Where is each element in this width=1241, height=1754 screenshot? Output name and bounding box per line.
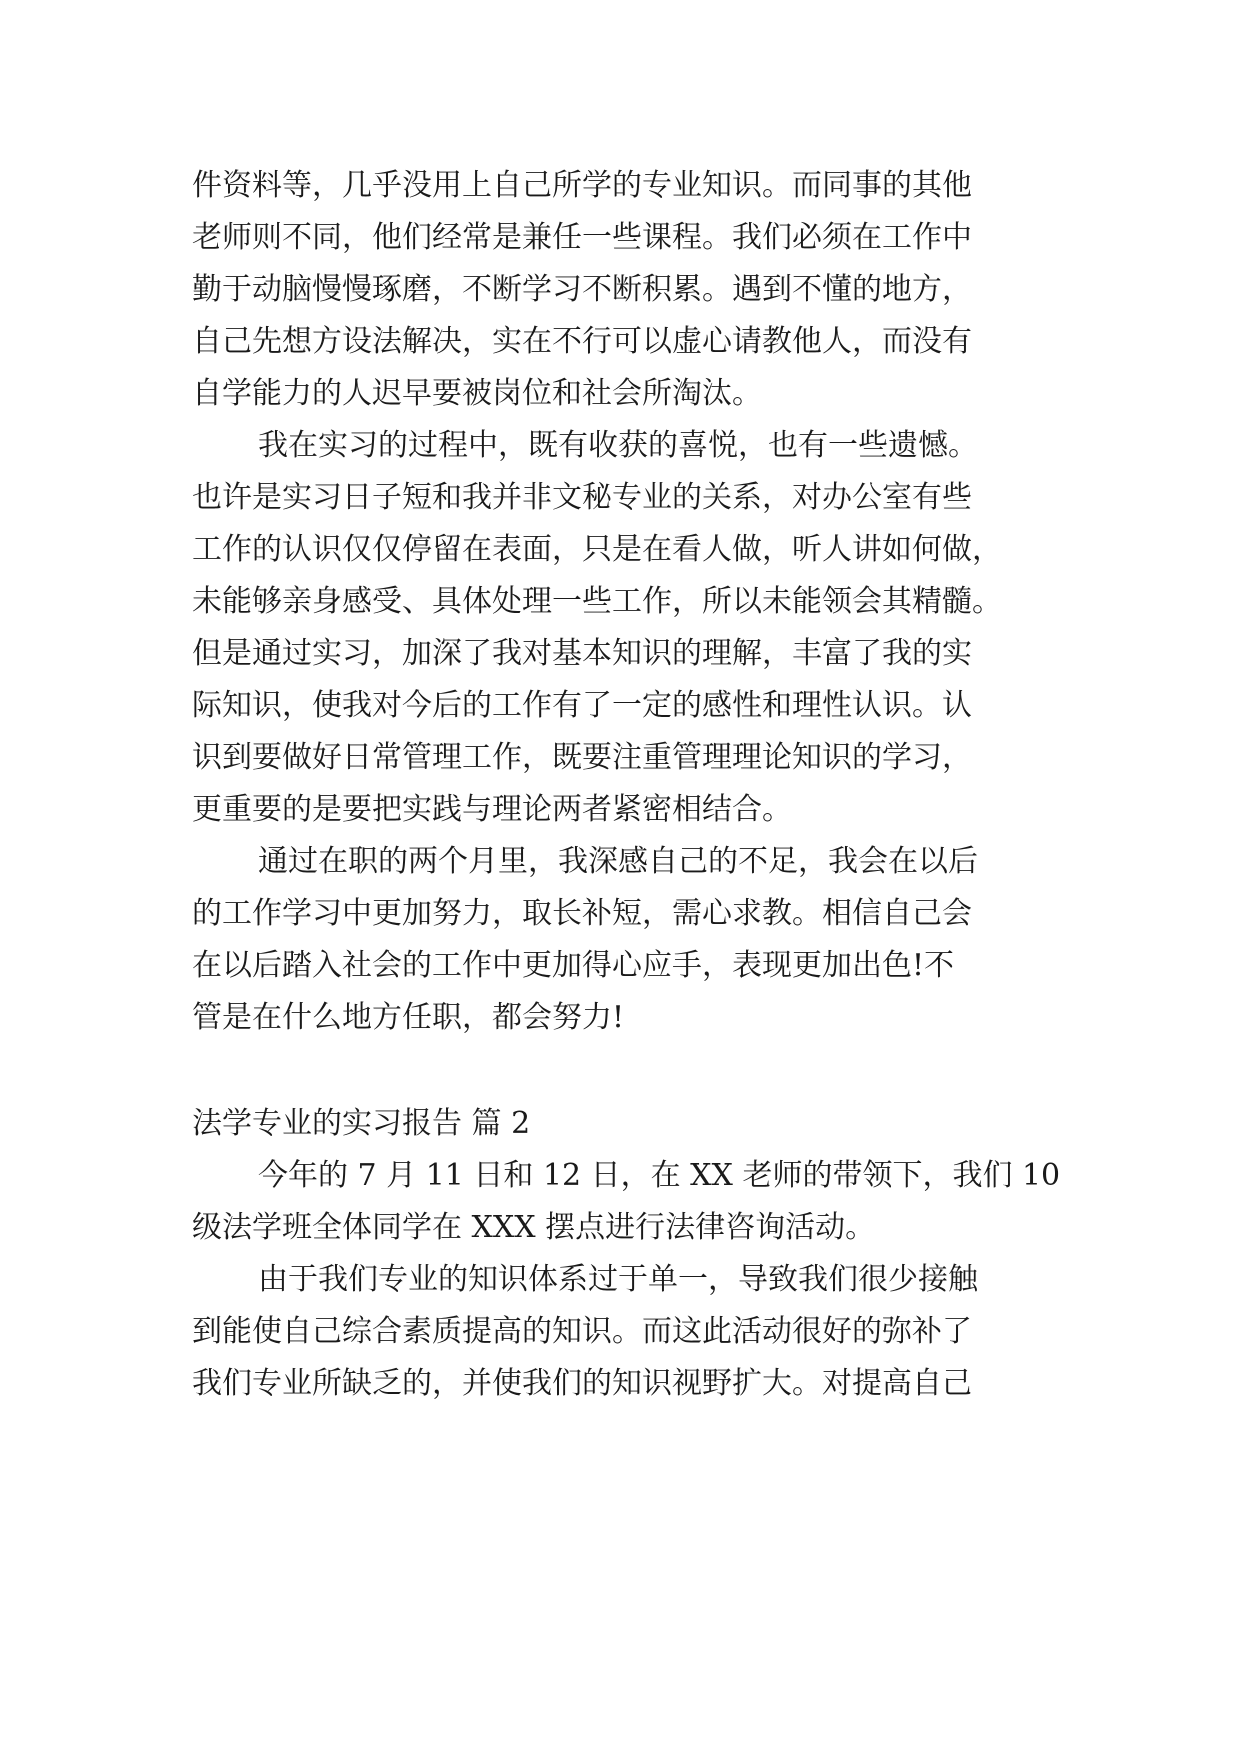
paragraph bbox=[192, 1150, 1062, 1254]
text-line: 自学能力的人迟早要被岗位和社会所淘汰。 bbox=[192, 376, 762, 411]
text-line: 通过在职的两个月里，我深感自己的不足，我会在以后 bbox=[258, 844, 978, 879]
document-body bbox=[192, 160, 1062, 1410]
text-line: 更重要的是要把实践与理论两者紧密相结合。 bbox=[192, 792, 792, 827]
text-line: 未能够亲身感受、具体处理一些工作，所以未能领会其精髓。 bbox=[192, 584, 1002, 619]
text-line: 今年的 7 月 11 日和 12 日，在 XX 老师的带领下，我们 10 bbox=[258, 1158, 1061, 1193]
text-line: 到能使自己综合素质提高的知识。而这此活动很好的弥补了 bbox=[192, 1314, 972, 1349]
text-line: 勤于动脑慢慢琢磨，不断学习不断积累。遇到不懂的地方， bbox=[192, 272, 972, 307]
text-line: 我们专业所缺乏的，并使我们的知识视野扩大。对提高自己 bbox=[192, 1366, 972, 1401]
text-line: 识到要做好日常管理工作，既要注重管理理论知识的学习， bbox=[192, 740, 972, 775]
text-line: 的工作学习中更加努力，取长补短，需心求教。相信自己会 bbox=[192, 896, 972, 931]
section-heading: 法学专业的实习报告 篇 2 bbox=[192, 1106, 531, 1141]
text-line: 自己先想方设法解决，实在不行可以虚心请教他人，而没有 bbox=[192, 324, 972, 359]
paragraph bbox=[192, 1254, 1062, 1410]
text-line: 由于我们专业的知识体系过于单一，导致我们很少接触 bbox=[258, 1262, 978, 1297]
section-gap bbox=[192, 1044, 1062, 1098]
text-line: 在以后踏入社会的工作中更加得心应手，表现更加出色!不 bbox=[192, 948, 955, 983]
text-line: 级法学班全体同学在 XXX 摆点进行法律咨询活动。 bbox=[192, 1210, 876, 1245]
text-line: 管是在什么地方任职，都会努力! bbox=[192, 1000, 625, 1035]
paragraph bbox=[192, 160, 1062, 420]
text-line: 老师则不同，他们经常是兼任一些课程。我们必须在工作中 bbox=[192, 220, 972, 255]
text-line: 也许是实习日子短和我并非文秘专业的关系，对办公室有些 bbox=[192, 480, 972, 515]
paragraph bbox=[192, 420, 1062, 836]
text-line: 工作的认识仅仅停留在表面，只是在看人做，听人讲如何做， bbox=[192, 532, 1002, 567]
text-line: 件资料等，几乎没用上自己所学的专业知识。而同事的其他 bbox=[192, 168, 972, 203]
text-line: 我在实习的过程中，既有收获的喜悦，也有一些遗憾。 bbox=[258, 428, 978, 463]
text-line: 际知识，使我对今后的工作有了一定的感性和理性认识。认 bbox=[192, 688, 972, 723]
text-line: 但是通过实习，加深了我对基本知识的理解，丰富了我的实 bbox=[192, 636, 972, 671]
paragraph bbox=[192, 836, 1062, 1044]
